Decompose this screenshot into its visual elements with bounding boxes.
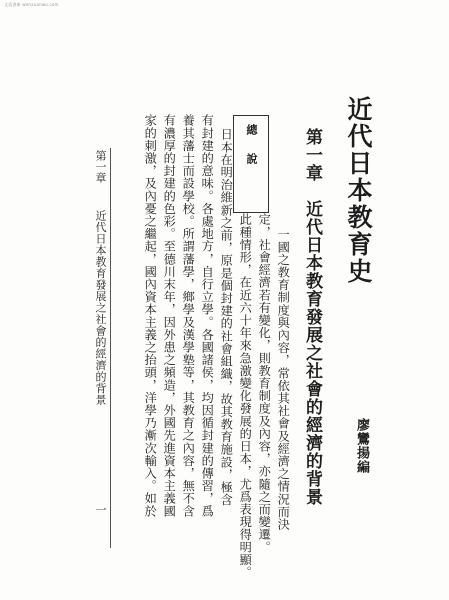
body-column-1: 一國之教育制度與內容，常依其社會及經濟之情況而決 xyxy=(276,228,291,531)
author-credit: 廖鸞揚編 xyxy=(354,418,369,474)
section-label: 總說 xyxy=(245,124,258,182)
running-head-rule xyxy=(110,148,111,548)
body-column-7: 有濃厚的封建的色彩。至德川末年，因外患之頻造，外國先進資本主義國 xyxy=(162,114,177,518)
book-title: 近代日本教育史 xyxy=(344,96,373,285)
page-number: 一 xyxy=(94,504,107,515)
body-column-2: 定，社會經濟若有變化，則教育制度及內容，亦隨之而變遷。 xyxy=(257,213,272,554)
running-chapter: 第一章 xyxy=(94,150,107,183)
running-title: 近代日本教育發展之社會的經濟的背景 xyxy=(94,210,107,406)
body-column-5: 有封建的意味。各處地方，自行立學。各國諸侯，均因循封建的傳習，爲 xyxy=(200,114,215,518)
body-column-8: 家的刺激，及內憂之繼起，國內資本主義之抬頭，洋學乃漸次輸入。如於 xyxy=(143,114,158,518)
chapter-title: 第一章 近代日本教育發展之社會的經濟的背景 xyxy=(302,128,322,506)
body-column-4: 日本在明治維新之前，原是個封建的社會組織，故其教育施設，極含 xyxy=(219,128,234,506)
body-column-3: 此種情形，在近六十年來急激變化發展的日本，尤爲表現得明顯。 xyxy=(238,213,253,579)
body-column-6: 養其藩士而設學校。所謂藩學，鄉學及漢學塾等，其教育之內容，無不含 xyxy=(181,114,196,518)
section-label-box xyxy=(233,115,269,213)
watermark-text: 文爲書庫 wenxuanwu.com xyxy=(4,2,59,7)
